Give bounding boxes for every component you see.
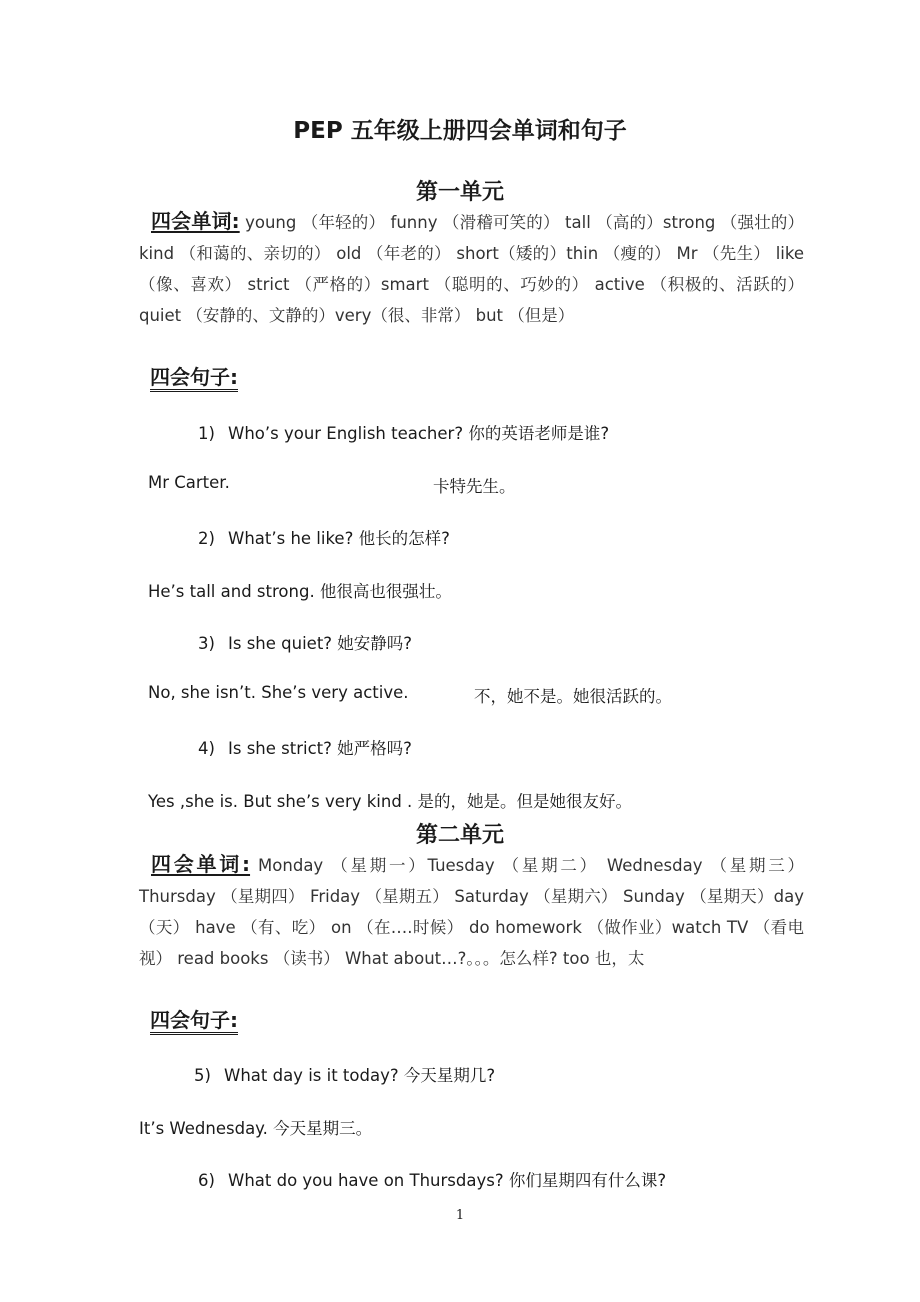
unit2-vocab-text: Monday （星期一）Tuesday （星期二） Wednesday （星期三）Thursday （星期四） Friday （星期五） Saturday （星期六） Sunday （星期天）day （天） have （有、吃） on （在….时候） do homework （做作业）watch TV （看电视） read books （读书） What about…?。。。怎么样? too 也，太 [139,856,804,968]
unit2-sentences-label: 四会句子: [150,1009,238,1035]
sentence-question: 4) Is she strict? 她严格吗? [198,739,412,758]
sentence-answer: He’s tall and strong. 他很高也很强壮。 [148,582,452,601]
sentence-answer: It’s Wednesday. 今天星期三。 [139,1119,373,1138]
page-number: 1 [455,1208,465,1223]
unit1-vocab-paragraph [139,206,804,331]
unit1-heading: 第一单元 [415,180,504,205]
sentence-question: 1) Who’s your English teacher? 你的英语老师是谁? [198,424,610,443]
sentence-question: 6) What do you have on Thursdays? 你们星期四有什么课? [198,1171,667,1190]
unit1-vocab-label: 四会单词: [151,209,240,233]
sentence-answer-chinese: 不，她不是。她很活跃的。 [474,687,672,706]
unit2-heading: 第二单元 [415,823,504,848]
document-title: PEP 五年级上册四会单词和句子 [293,118,627,144]
sentence-number: 4) [198,739,215,758]
unit2-vocab-paragraph [139,849,804,974]
sentence-question: 3) Is she quiet? 她安静吗? [198,634,413,653]
unit1-sentences-label: 四会句子: [150,366,238,392]
sentence-answer: Mr Carter. [148,473,230,492]
sentence-number: 2) [198,529,215,548]
unit1-vocab-text: young （年轻的） funny （滑稽可笑的） tall （高的）strong （强壮的） kind （和蔼的、亲切的） old （年老的） short（矮的）thin （瘦的） Mr （先生） like （像、喜欢） strict （严格的）smart （聪明的、巧妙的） active （积极的、活跃的） quiet （安静的、文静的）very（很、非常） but （但是） [139,213,804,325]
sentence-answer: Yes ,she is. But she’s very kind . 是的，她是。但是她很友好。 [148,792,633,811]
sentence-number: 3) [198,634,215,653]
sentence-question: 2) What’s he like? 他长的怎样? [198,529,450,548]
unit2-vocab-label: 四会单词: [151,852,251,876]
sentence-answer-chinese: 卡特先生。 [433,477,516,496]
sentence-number: 5) [194,1066,211,1085]
sentence-number: 1) [198,424,215,443]
sentence-answer: No, she isn’t. She’s very active. [148,683,409,702]
sentence-question: 5) What day is it today? 今天星期几? [194,1066,496,1085]
sentence-number: 6) [198,1171,215,1190]
